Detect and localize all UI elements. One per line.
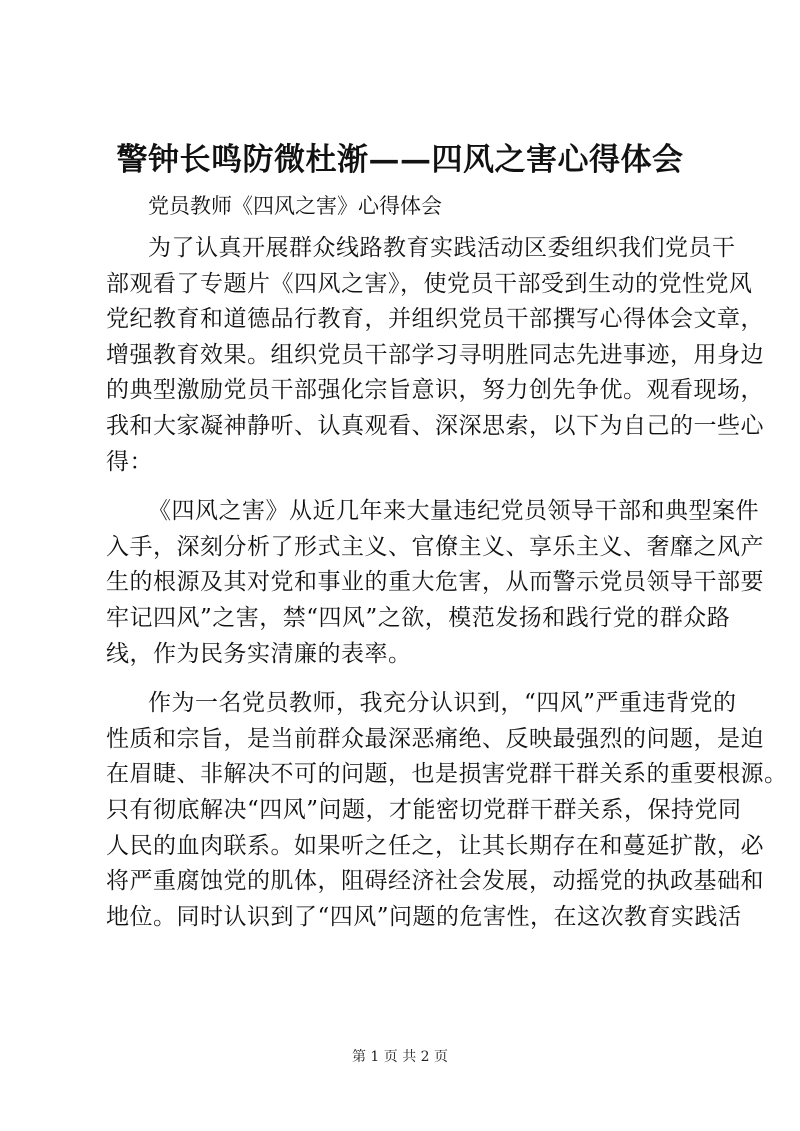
page-number-footer: 第 1 页 共 2 页 [351,1049,449,1065]
paragraph-line: 为了认真开展群众线路教育实践活动区委组织我们党员干 [148,235,736,261]
paragraph-line: 将严重腐蚀党的肌体，阻碍经济社会发展，动摇党的执政基础和 [106,868,764,895]
document-body [106,231,788,935]
paragraph-line: 生的根源及其对党和事业的重大危害，从而警示党员领导干部要 [106,569,764,596]
paragraph-line: 人民的血肉联系。如果听之任之，让其长期存在和蔓延扩散，必 [106,832,764,859]
paragraph-line: 我和大家凝神静听、认真观看、深深思索，以下为自己的一些心 [106,412,764,439]
paragraph-3 [106,686,788,935]
paragraph-line: 在眉睫、非解决不可的问题，也是损害党群干群关系的重要根源。 [106,761,788,788]
paragraph-line: 的典型激励党员干部强化宗旨意识，努力创先争优。观看现场， [106,377,764,404]
paragraph-line: 牢记四风”之害，禁“四风”之欲，模范发扬和践行党的群众路 [106,604,731,631]
paragraph-line: 党纪教育和道德品行教育，并组织党员干部撰写心得体会文章， [106,306,764,333]
paragraph-line: 得： [106,448,153,475]
paragraph-1 [106,231,764,480]
document-title: 警钟长鸣防微杜渐——四风之害心得体会 [116,142,684,178]
paragraph-line: 入手，深刻分析了形式主义、官僚主义、享乐主义、奢靡之风产 [106,533,764,560]
paragraph-line: 性质和宗旨，是当前群众最深恶痛绝、反映最强烈的问题，是迫 [106,725,764,752]
paragraph-line: 线，作为民务实清廉的表率。 [106,640,412,667]
paragraph-line: 只有彻底解决“四风”问题，才能密切党群干群关系，保持党同 [106,796,742,823]
paragraph-line: 地位。同时认识到了“四风”问题的危害性，在这次教育实践活 [106,903,742,930]
paragraph-line: 部观看了专题片《四风之害》，使党员干部受到生动的党性党风 [106,270,753,297]
document-subtitle: 党员教师《四风之害》心得体会 [148,194,442,218]
paragraph-line: 《四风之害》从近几年来大量违纪党员领导干部和典型案件 [148,498,759,525]
paragraph-2 [106,494,764,672]
paragraph-line: 作为一名党员教师，我充分认识到，“四风”严重违背党的 [148,690,737,717]
paragraph-line: 增强教育效果。组织党员干部学习寻明胜同志先进事迹，用身边 [106,341,764,368]
